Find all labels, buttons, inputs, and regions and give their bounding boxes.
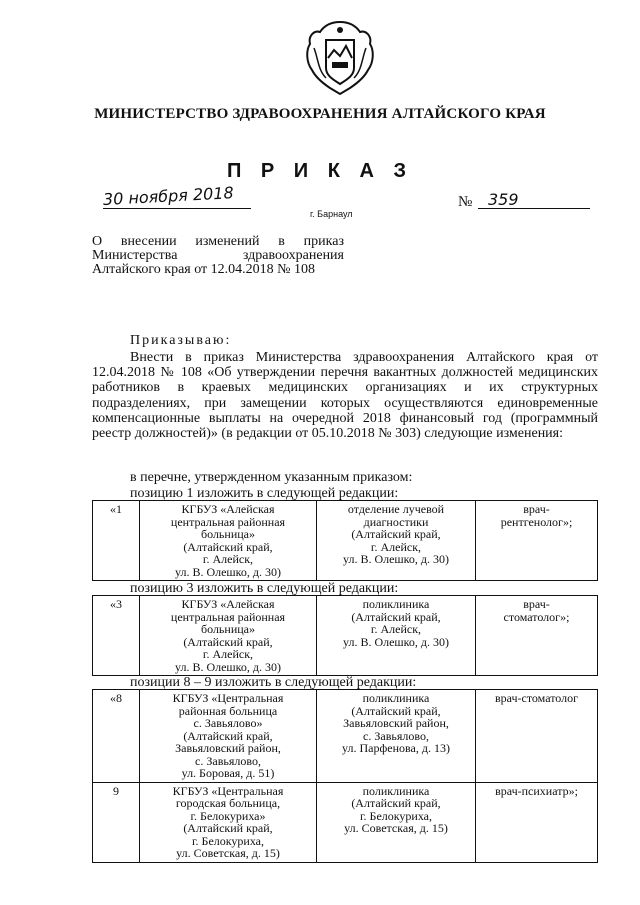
cell-line: г. Белокуриха,: [359, 808, 433, 823]
section-caption: позиции 8 – 9 изложить в следующей редакции:: [130, 675, 417, 690]
cell-line: отделение лучевой: [347, 502, 445, 516]
unit-cell: [317, 690, 476, 783]
cell-line: ул. Советская, д. 15): [344, 821, 448, 835]
organization-cell: [140, 501, 317, 581]
cell-line: ул. Боровая, д. 51): [181, 766, 275, 780]
cell-line: врач-психиатр»;: [495, 783, 578, 798]
cell-line: больница»: [201, 527, 255, 541]
organization-cell: [140, 782, 317, 862]
unit-cell: [317, 501, 476, 581]
city: г. Барнаул: [310, 209, 353, 219]
number-underline: [478, 208, 590, 209]
cell-line: ул. Советская, д. 15): [176, 846, 280, 860]
cell-line: г. Алейск,: [202, 552, 254, 566]
cell-line: центральная районная: [170, 514, 286, 529]
job-position-cell: [476, 596, 598, 676]
altai-coat-of-arms-icon: [300, 18, 380, 98]
cell-line: (Алтайский край,: [183, 634, 273, 649]
cell-line: КГБУЗ «Центральная: [172, 691, 284, 705]
cell-line: (Алтайский край,: [351, 703, 441, 718]
job-position-cell: [476, 501, 598, 581]
cell-line: г. Алейск,: [370, 622, 422, 636]
cell-line: КГБУЗ «Алейская: [181, 502, 275, 516]
position-number: 9: [93, 782, 140, 862]
cell-line: диагностики: [363, 514, 429, 529]
cell-line: поликлиника: [362, 783, 430, 798]
cell-line: ул. Парфенова, д. 13): [342, 741, 450, 755]
position-number: «8: [93, 690, 140, 783]
table-row: [93, 596, 598, 676]
cell-line: г. Белокуриха»: [190, 808, 266, 823]
cell-line: г. Алейск,: [202, 647, 254, 661]
unit-cell: [317, 596, 476, 676]
cell-line: районная больница: [178, 703, 278, 718]
body-line: в перечне, утвержденном указанным приказом:: [130, 470, 413, 485]
order-number: 359: [488, 190, 519, 209]
cell-line: (Алтайский край,: [351, 609, 441, 624]
position-number: «3: [93, 596, 140, 676]
table-row: [93, 782, 598, 862]
cell-line: ул. В. Олешко, д. 30): [174, 564, 281, 579]
cell-line: (Алтайский край,: [183, 539, 273, 554]
cell-line: г. Алейск,: [370, 539, 422, 554]
section-caption: позицию 1 изложить в следующей редакции:: [130, 486, 399, 501]
subject-line: Министерства здравоохранения: [92, 248, 344, 263]
cell-line: врач-: [523, 597, 550, 611]
document-type: П Р И К А З: [226, 160, 414, 182]
order-word: Приказываю:: [130, 333, 232, 348]
position-number: «1: [93, 501, 140, 581]
cell-line: с. Завьялово»: [193, 716, 263, 730]
cell-line: поликлиника: [362, 597, 430, 611]
cell-line: Завьяловский район,: [175, 741, 281, 755]
positions-table: [92, 500, 598, 581]
order-date: 30 ноября 2018: [102, 183, 235, 209]
cell-line: врач-стоматолог: [494, 691, 579, 705]
subject-line: О внесении изменений в приказ: [92, 234, 344, 249]
cell-line: центральная районная: [170, 609, 286, 624]
cell-line: (Алтайский край,: [351, 796, 441, 810]
cell-line: городская больница,: [175, 796, 281, 810]
table-row: [93, 501, 598, 581]
cell-line: рентгенолог»;: [500, 514, 573, 529]
cell-line: (Алтайский край,: [351, 527, 441, 541]
section-caption: позицию 3 изложить в следующей редакции:: [130, 581, 399, 596]
positions-table: [92, 595, 598, 676]
job-position-cell: [476, 782, 598, 862]
cell-line: ул. В. Олешко, д. 30): [342, 634, 449, 649]
cell-line: ул. В. Олешко, д. 30): [342, 552, 449, 566]
cell-line: ул. В. Олешко, д. 30): [174, 659, 281, 674]
cell-line: поликлиника: [362, 691, 430, 705]
cell-line: с. Завьялово,: [363, 728, 429, 743]
organization-cell: [140, 596, 317, 676]
positions-table: [92, 689, 598, 863]
ministry-title: МИНИСТЕРСТВО ЗДРАВООХРАНЕНИЯ АЛТАЙСКОГО КРАЯ: [94, 106, 546, 122]
cell-line: г. Белокуриха,: [191, 833, 265, 848]
cell-line: (Алтайский край,: [183, 821, 273, 835]
subject-line: Алтайского края от 12.04.2018 № 108: [92, 262, 316, 277]
organization-cell: [140, 690, 317, 783]
cell-line: стоматолог»;: [503, 609, 570, 624]
cell-line: врач-: [523, 502, 550, 516]
cell-line: КГБУЗ «Алейская: [181, 597, 275, 611]
number-label: №: [458, 194, 473, 210]
date-underline: [103, 208, 251, 209]
job-position-cell: [476, 690, 598, 783]
cell-line: больница»: [201, 622, 255, 636]
cell-line: КГБУЗ «Центральная: [172, 783, 284, 798]
cell-line: с. Завьялово,: [195, 753, 261, 768]
order-subject: [92, 235, 344, 277]
body-paragraph: Внести в приказ Министерства здравоохранения Алтайского края от 12.04.2018 № 108 «Об утверждении перечня вакантных должностей медицинских работников в краевых медицинских организациях и их структурных подразделениях, при замещении которых осуществляются единовременные компенсационные выплаты на очередной 2018 финансовый год (программный реестр должностей)» (в редакции от 05.10.2018 № 303) следующие изменения:: [92, 350, 598, 442]
table-row: [93, 690, 598, 783]
cell-line: Завьяловский район,: [343, 716, 449, 730]
unit-cell: [317, 782, 476, 862]
cell-line: (Алтайский край,: [183, 728, 273, 743]
